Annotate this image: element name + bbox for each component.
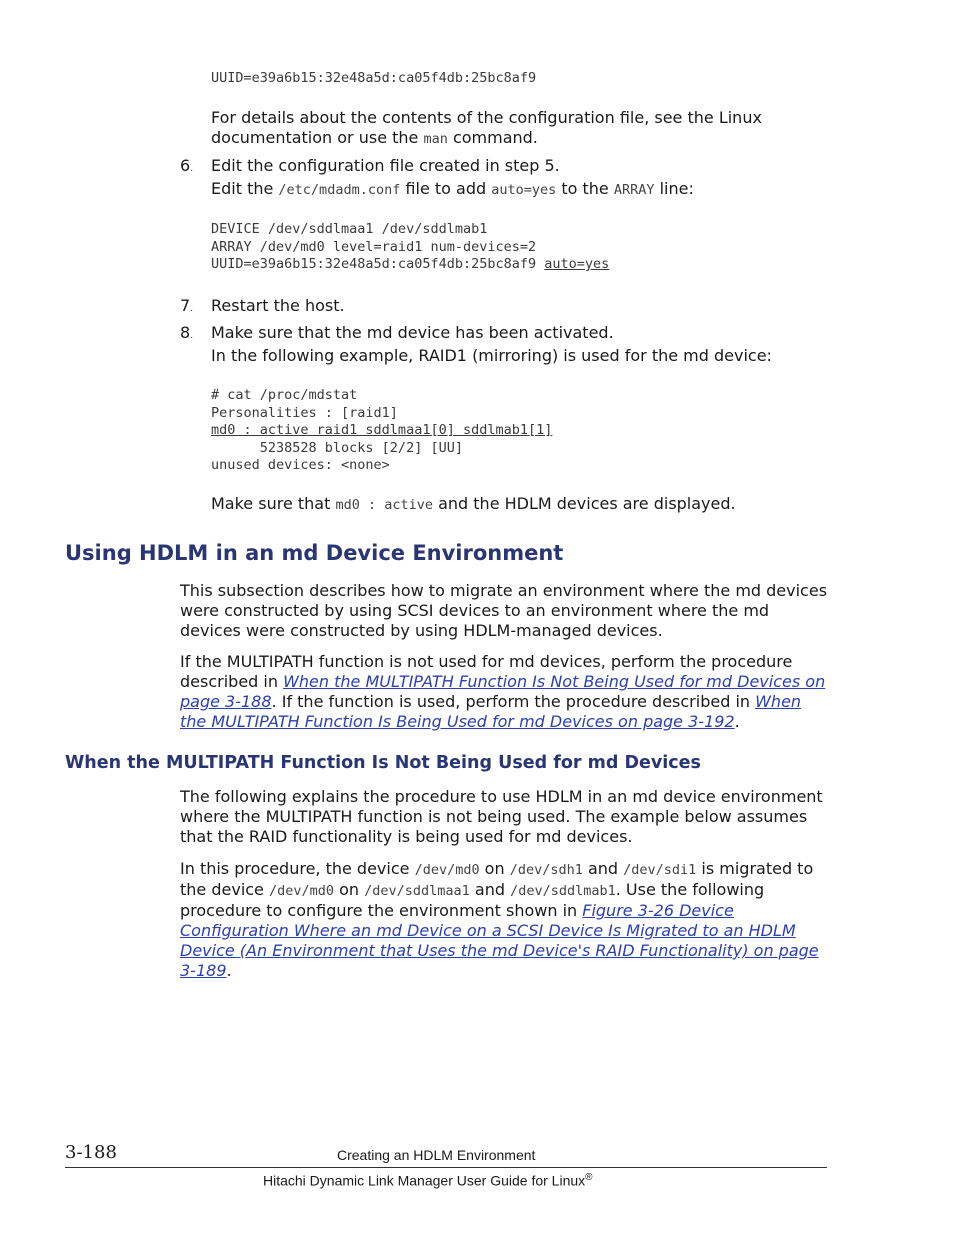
- sub-para2-text: on: [479, 859, 510, 878]
- code-line: [211, 256, 609, 274]
- step-6-digit: 6: [180, 156, 191, 175]
- page-number: 3-188: [65, 1142, 117, 1163]
- sub-para2-text: . Use the following procedure to configure the environment shown in: [180, 880, 765, 920]
- section-para2-text-1: If the MULTIPATH function is not used for md devices, perform the procedure described in: [180, 652, 793, 691]
- code-uuid-prefix: UUID=e39a6b15:32e48a5d:ca05f4db:25bc8af9: [211, 256, 545, 272]
- sub-para2-text: is migrated to the device: [180, 859, 814, 899]
- subsection-paragraph-2: [180, 859, 828, 981]
- step-7-digit: 7: [180, 296, 191, 315]
- code-uuid-line: UUID=e39a6b15:32e48a5d:ca05f4db:25bc8af9: [211, 70, 537, 86]
- step-7-number: 7.: [180, 296, 194, 315]
- dev-sdh1-code: /dev/sdh1: [509, 862, 583, 878]
- step-8-text: Make sure that the md device has been activated.: [211, 323, 614, 342]
- step-6-detail-text-3: to the: [556, 179, 614, 198]
- step-6-detail-text-1: Edit the: [211, 179, 279, 198]
- section-heading: Using HDLM in an md Device Environment: [65, 541, 564, 565]
- section-para2-text-3: .: [734, 712, 740, 731]
- code-line-underlined: md0 : active raid1 sddlmaa1[0] sddlmab1[1]: [211, 422, 553, 438]
- sub-para2-text: and: [469, 880, 511, 899]
- book-title: [263, 1172, 593, 1189]
- registered-mark: ®: [585, 1172, 593, 1183]
- code-line: DEVICE /dev/sddlmaa1 /dev/sddlmab1: [211, 221, 488, 237]
- step-6-detail-text-4: line:: [654, 179, 694, 198]
- man-command-code: man: [423, 131, 448, 147]
- array-code: ARRAY: [613, 182, 655, 198]
- dev-sddlmab1-code: /dev/sddlmab1: [510, 883, 616, 899]
- step-8-confirm-text-1: Make sure that: [211, 494, 336, 513]
- footer-divider: [65, 1167, 827, 1168]
- step-8-detail: In the following example, RAID1 (mirroring) is used for the md device:: [211, 346, 772, 365]
- subsection-paragraph-1: The following explains the procedure to use HDLM in an md device environment where the MULTIPATH function is not being used. The example below assumes that the RAID functionality is being used for md devices.: [180, 787, 823, 846]
- sub-para2-text: .: [226, 961, 232, 980]
- section-paragraph-1: This subsection describes how to migrate an environment where the md devices were constructed by using SCSI devices to an environment where the md devices were constructed by using HDLM-managed devices.: [180, 581, 828, 640]
- step-6-code-block: [211, 221, 609, 274]
- config-details-text-2: command.: [447, 128, 538, 147]
- auto-yes-code: auto=yes: [491, 182, 557, 198]
- mdadm-conf-code: /etc/mdadm.conf: [278, 182, 401, 198]
- step-7-text: Restart the host.: [211, 296, 345, 315]
- code-line: 5238528 blocks [2/2] [UU]: [211, 439, 463, 456]
- subsection-heading: When the MULTIPATH Function Is Not Being Used for md Devices: [65, 753, 701, 773]
- code-line: Personalities : [raid1]: [211, 404, 398, 421]
- step-6-text: Edit the configuration file created in step 5.: [211, 156, 560, 175]
- md0-active-code: md0 : active: [335, 497, 433, 513]
- book-title-text: Hitachi Dynamic Link Manager User Guide for Linux: [263, 1172, 586, 1189]
- code-auto-yes-underlined: auto=yes: [544, 256, 610, 272]
- dev-sdi1-code: /dev/sdi1: [623, 862, 697, 878]
- config-details-paragraph: [211, 108, 811, 149]
- sub-para2-text: In this procedure, the device: [180, 859, 415, 878]
- step-8-digit: 8: [180, 323, 191, 342]
- link-figure-3-26[interactable]: Figure 3-26 Device Configuration Where an md Device on a SCSI Device Is Migrated to an HDLM Device (An Environment that Uses the md Device's RAID Functionality) on page 3-189: [180, 901, 819, 980]
- step-6-detail: [211, 179, 694, 200]
- section-paragraph-2: [180, 652, 828, 732]
- dev-md0-code: /dev/md0: [414, 862, 480, 878]
- code-line: # cat /proc/mdstat: [211, 387, 358, 403]
- config-details-text-1: For details about the contents of the configuration file, see the Linux documentation or use the: [211, 108, 762, 147]
- step-8-confirm: [211, 494, 736, 515]
- code-line: ARRAY /dev/md0 level=raid1 num-devices=2: [211, 238, 537, 255]
- section-para2-text-2: . If the function is used, perform the procedure described in: [271, 692, 756, 711]
- sub-para2-text: on: [334, 880, 365, 899]
- step-8-number: 8.: [180, 323, 194, 342]
- step-6-detail-text-2: file to add: [400, 179, 492, 198]
- step-8-confirm-text-2: and the HDLM devices are displayed.: [433, 494, 736, 513]
- link-not-multipath[interactable]: When the MULTIPATH Function Is Not Being Used for md Devices on page 3-188: [180, 672, 826, 711]
- step-6-number: 6.: [180, 156, 194, 175]
- dev-sddlmaa1-code: /dev/sddlmaa1: [364, 883, 470, 899]
- code-line: unused devices: <none>: [211, 457, 390, 473]
- step-8-code-block: [211, 387, 552, 475]
- sub-para2-text: and: [582, 859, 624, 878]
- link-multipath[interactable]: When the MULTIPATH Function Is Being Used for md Devices on page 3-192: [180, 692, 802, 731]
- dev-md0-code: /dev/md0: [268, 883, 335, 899]
- chapter-title: Creating an HDLM Environment: [337, 1147, 536, 1163]
